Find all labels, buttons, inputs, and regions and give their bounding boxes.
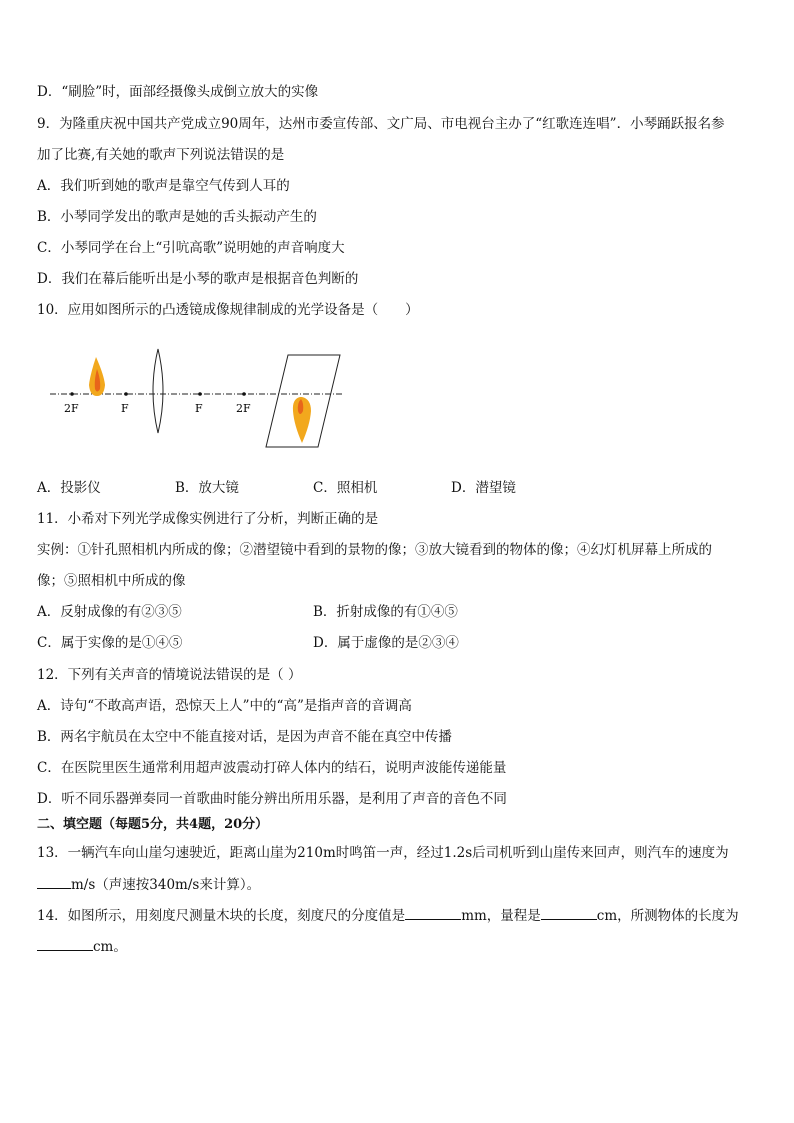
label-2f-right: 2F	[236, 402, 251, 415]
q14-text-4: cm。	[93, 939, 127, 955]
q11-examples-line2: 像；⑤照相机中所成的像	[37, 573, 186, 589]
q10-stem: 10．应用如图所示的凸透镜成像规律制成的光学设备是（ ）	[37, 302, 419, 318]
q9-stem-line2: 加了比赛,有关她的歌声下列说法错误的是	[37, 147, 285, 163]
q9-option-b: B．小琴同学发出的歌声是她的舌头振动产生的	[37, 209, 317, 225]
q14-stem-line2	[37, 936, 127, 957]
q13-stem-line2	[37, 874, 260, 895]
convex-lens-figure	[40, 345, 350, 455]
q8-option-d: D．“刷脸”时，面部经摄像头成倒立放大的实像	[37, 84, 319, 100]
q13-answer-blank[interactable]	[37, 874, 71, 889]
q12-option-a: A．诗句“不敢高声语，恐惊天上人”中的“高”是指声音的音调高	[37, 698, 412, 714]
point-2f-left	[70, 392, 74, 396]
q11-option-c: C．属于实像的是①④⑤	[37, 635, 183, 651]
point-2f-right	[242, 392, 246, 396]
q10-option-a: A．投影仪	[37, 480, 101, 496]
point-f-left	[124, 392, 128, 396]
q12-option-c: C．在医院里医生通常利用超声波震动打碎人体内的结石，说明声波能传递能量	[37, 760, 507, 776]
q11-stem: 11．小希对下列光学成像实例进行了分析，判断正确的是	[37, 511, 379, 527]
q14-text-1: 14．如图所示，用刻度尺测量木块的长度，刻度尺的分度值是	[37, 908, 406, 924]
convex-lens	[153, 349, 163, 433]
point-f-right	[198, 392, 202, 396]
q14-blank-division[interactable]	[405, 905, 461, 920]
q9-stem-line1: 9．为隆重庆祝中国共产党成立90周年，达州市委宣传部、文广局、市电视台主办了“红歌连连唱”．小琴踊跃报名参	[37, 116, 725, 132]
label-f-left: F	[121, 402, 129, 415]
q10-option-d: D．潜望镜	[451, 480, 516, 496]
q9-option-a: A．我们听到她的歌声是靠空气传到人耳的	[37, 178, 290, 194]
q12-option-d: D．听不同乐器弹奏同一首歌曲时能分辨出所用乐器，是利用了声音的音色不同	[37, 791, 507, 807]
q14-blank-length[interactable]	[37, 936, 93, 951]
q14-blank-range[interactable]	[541, 905, 597, 920]
q10-option-b: B．放大镜	[175, 480, 239, 496]
section-title-fill-in: 二、填空题（每题5分，共4题，20分）	[37, 817, 269, 832]
q14-text-3: cm，所测物体的长度为	[596, 908, 739, 924]
q12-stem: 12．下列有关声音的情境说法错误的是（ ）	[37, 667, 302, 683]
label-2f-left: 2F	[64, 402, 79, 415]
q13-stem-line2-text: m/s（声速按340m/s来计算）。	[71, 877, 261, 893]
q12-option-b: B．两名宇航员在太空中不能直接对话，是因为声音不能在真空中传播	[37, 729, 452, 745]
q14-text-2: mm，量程是	[461, 908, 541, 924]
q9-option-d: D．我们在幕后能听出是小琴的歌声是根据音色判断的	[37, 271, 359, 287]
q11-option-a: A．反射成像的有②③⑤	[37, 604, 182, 620]
label-f-right: F	[195, 402, 203, 415]
q13-stem-line1: 13．一辆汽车向山崖匀速驶近，距离山崖为210m时鸣笛一声，经过1.2s后司机听到山崖传来回声，则汽车的速度为	[37, 845, 729, 861]
q9-option-c: C．小琴同学在台上“引吭高歌”说明她的声音响度大	[37, 240, 345, 256]
q14-stem-line1	[37, 905, 739, 926]
q11-option-b: B．折射成像的有①④⑤	[313, 604, 458, 620]
q11-option-d: D．属于虚像的是②③④	[313, 635, 459, 651]
q11-examples-line1: 实例：①针孔照相机内所成的像；②潜望镜中看到的景物的像；③放大镜看到的物体的像；④幻灯机屏幕上所成的	[37, 542, 712, 558]
q10-option-c: C．照相机	[313, 480, 378, 496]
